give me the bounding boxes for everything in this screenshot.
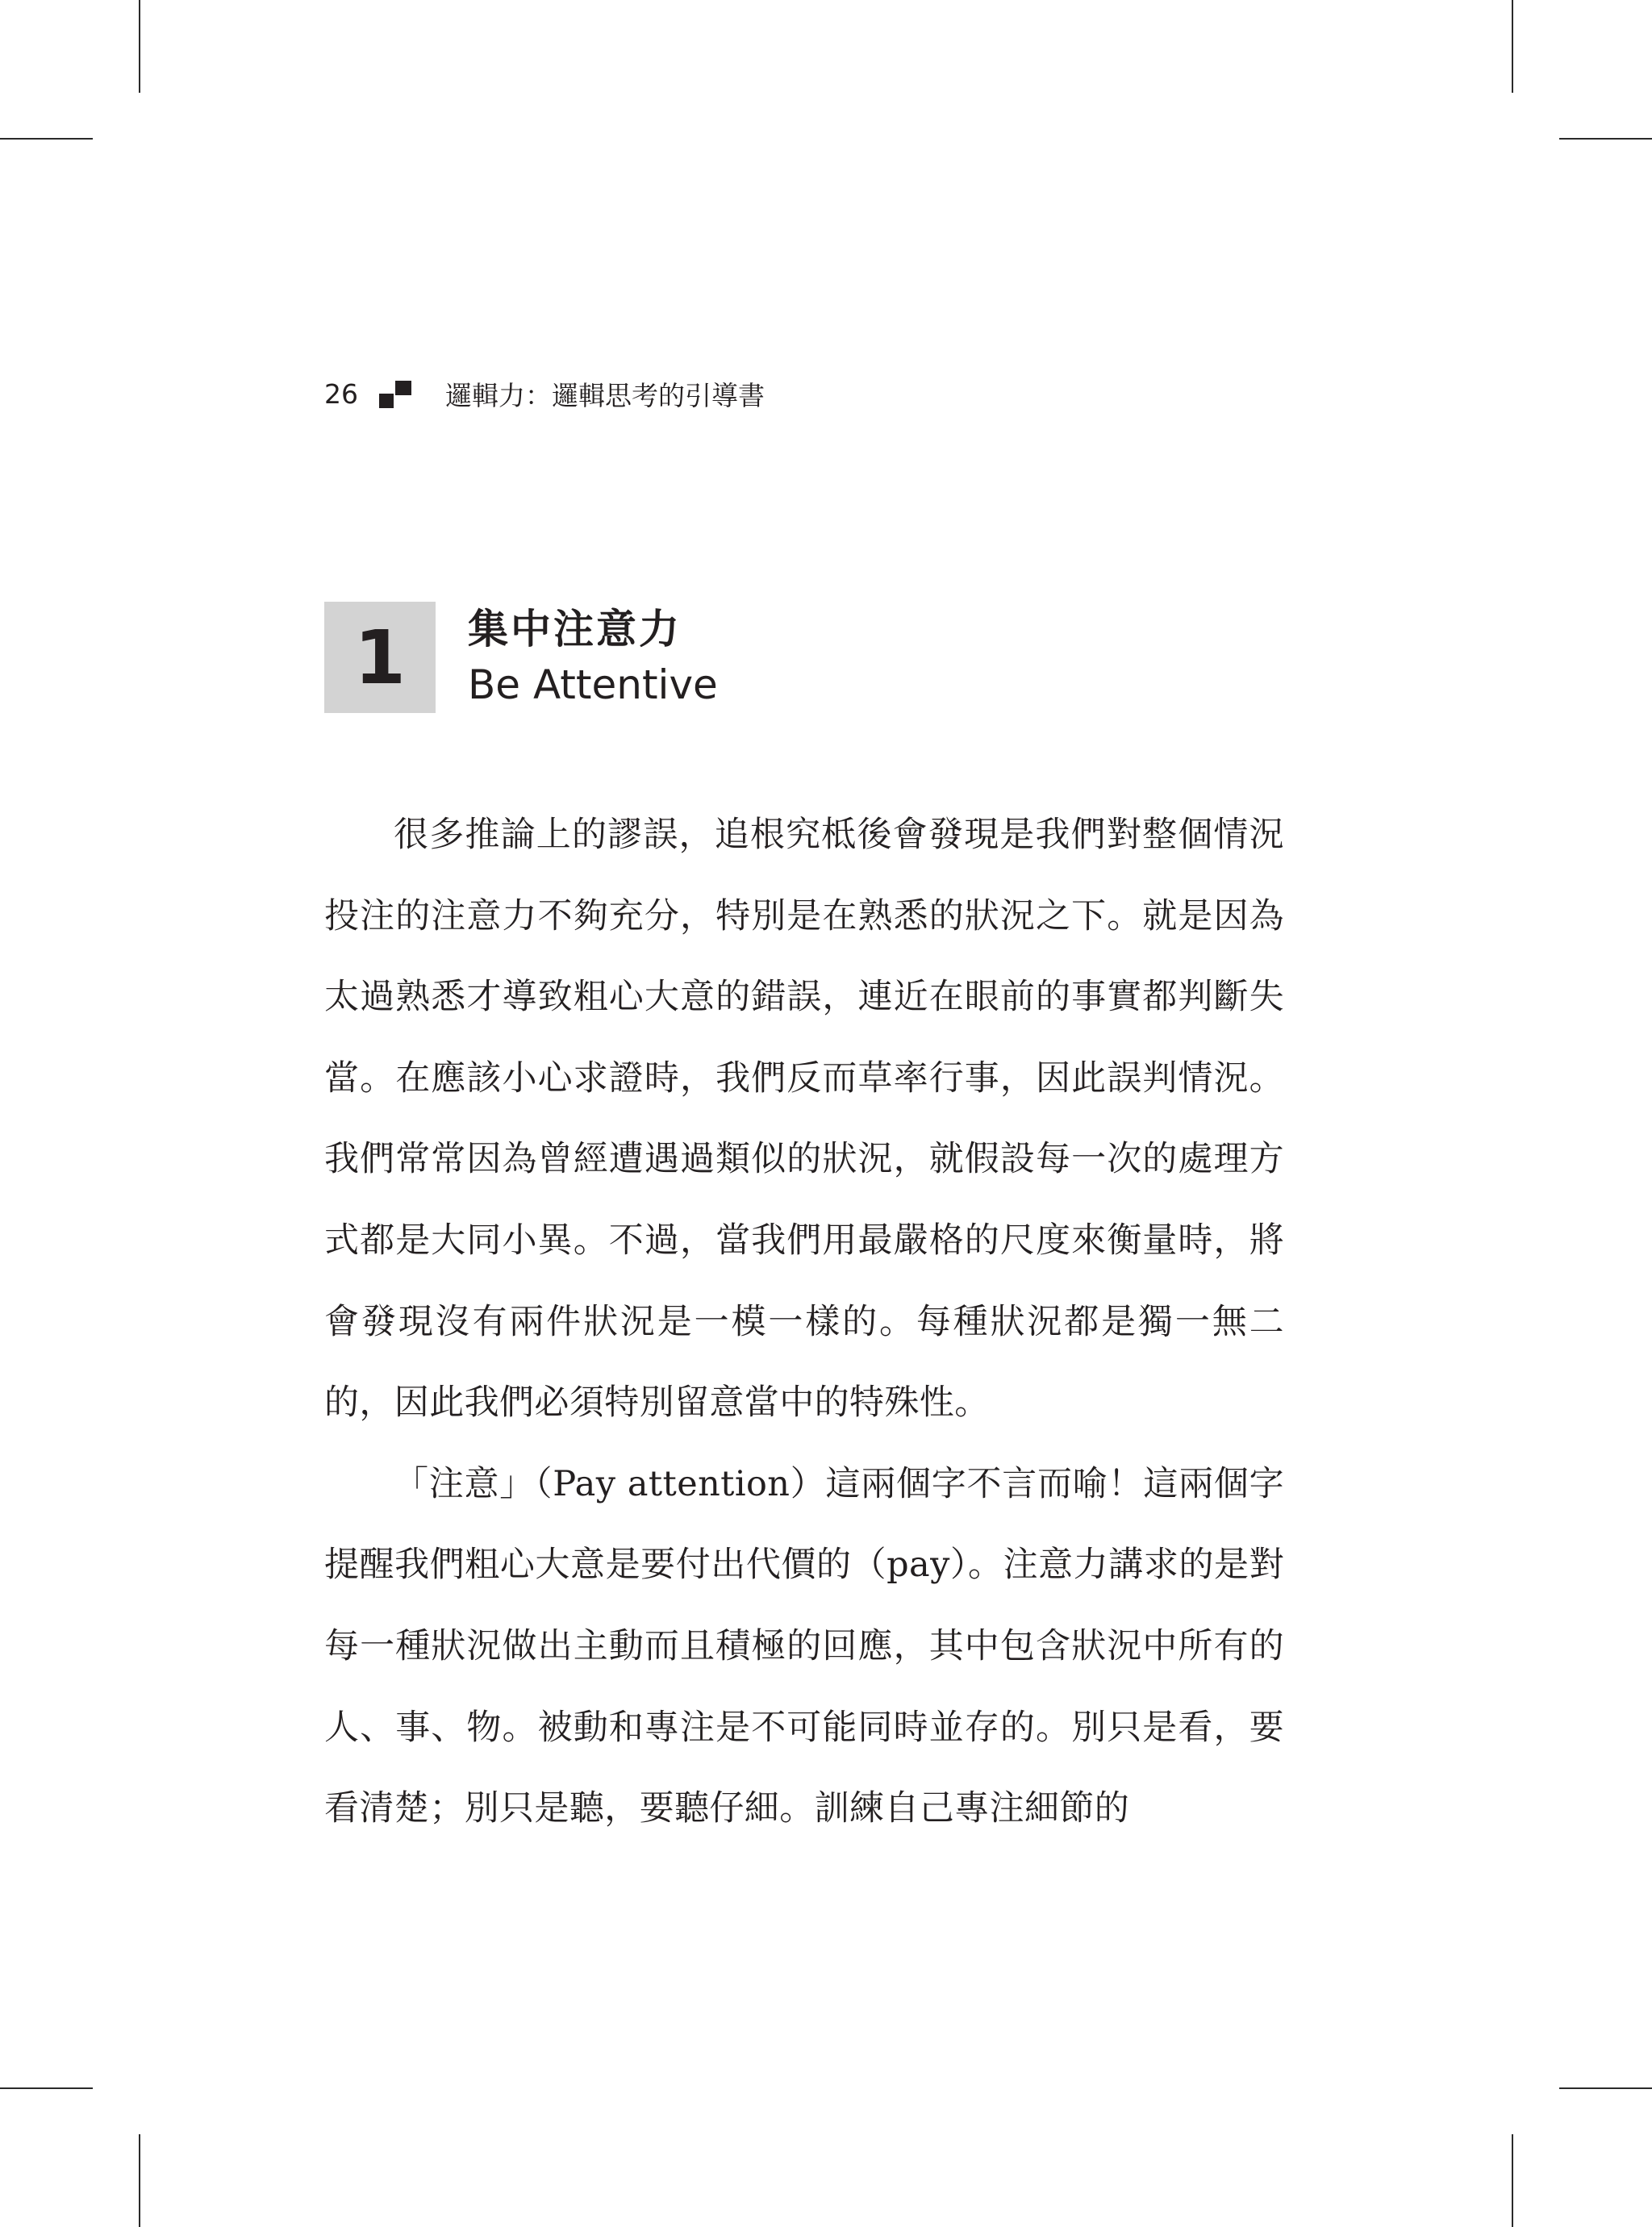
crop-mark-bottom-right-horizontal [1559,2087,1652,2089]
chapter-number: 1 [353,614,406,701]
chapter-title-chinese: 集中注意力 [468,606,682,653]
paragraph-2: 「注意」（Pay attention）這兩個字不言而喻！這兩個字提醒我們粗心大意是要付出代價的（pay）。注意力講求的是對每一種狀況做出主動而且積極的回應，其中包含狀況中所有的人、事、物。被動和專注是不可能同時並存的。別只是看，要看清楚；別只是聽，要聽仔細。訓練自己專注細節的 [324,1463,1284,1829]
crop-mark-bottom-left-horizontal [0,2087,93,2089]
book-title: 邏輯力：邏輯思考的引導書 [445,379,765,411]
chapter-number-box [324,602,436,713]
crop-mark-top-right-vertical [1512,0,1513,93]
body-text [324,794,1284,1850]
chapter-heading [468,603,718,711]
paragraph-1: 很多推論上的謬誤，追根究柢後會發現是我們對整個情況投注的注意力不夠充分，特別是在熟悉的狀況之下。就是因為太過熟悉才導致粗心大意的錯誤，連近在眼前的事實都判斷失當。在應該小心求證時，我們反而草率行事，因此誤判情況。我們常常因為曾經遭遇過類似的狀況，就假設每一次的處理方式都是大同小異。不過，當我們用最嚴格的尺度來衡量時，將會發現沒有兩件狀況是一模一樣的。每種狀況都是獨一無二的，因此我們必須特別留意當中的特殊性。 [324,815,1284,1424]
crop-mark-top-left-horizontal [0,138,93,140]
page-number: 26 [324,377,358,410]
running-head [324,369,765,418]
crop-mark-bottom-left-vertical [139,2134,140,2227]
running-head-square-icon [379,377,415,410]
crop-mark-top-right-horizontal [1559,138,1652,140]
crop-mark-top-left-vertical [139,0,140,93]
chapter-title-english: Be Attentive [468,661,718,708]
crop-mark-bottom-right-vertical [1512,2134,1513,2227]
